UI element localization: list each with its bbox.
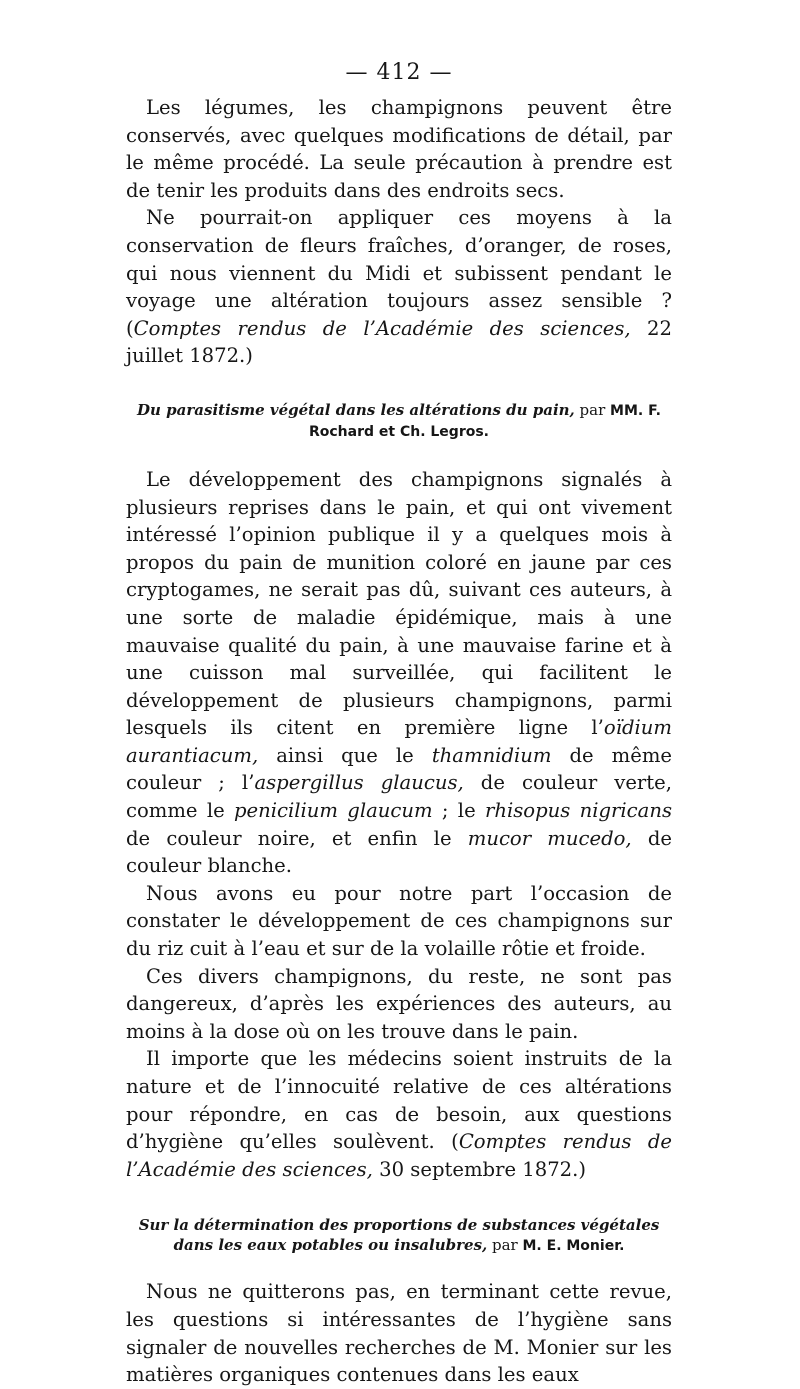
paragraph-flowers: Ne pourrait-on appliquer ces moyens à la conservation de fleurs fraîches, d’oranger, de roses, qui nous viennent du Midi et subissent pendant le voyage une altération toujours assez sensible ? (Comptes rendus de l’Académie des sciences, 22 juillet 1872.): [126, 206, 672, 368]
italic-run: rhisopus nigricans: [484, 799, 673, 823]
paragraph-monier: Nous ne quitterons pas, en terminant cette revue, les questions si intéressantes de l’hygiène sans signaler de nouvelles recherches de M. Monier sur les matières organiques contenues dans les eaux: [126, 1280, 672, 1387]
paragraph-dangers: Ces divers champignons, du reste, ne sont pas dangereux, d’après les expériences des auteurs, au moins à la dose où on les trouve dans le pain.: [126, 964, 672, 1043]
section-title-parasitisme: [126, 400, 672, 442]
paragraph-champignons: Le développement des champignons signalés à plusieurs reprises dans le pain, et qui ont vivement intéressé l’opinion publique il y a quelques mois à propos du pain de munition coloré en jaune par ces cryptogames, ne serait pas dû, suivant ces auteurs, à une sorte de maladie épidémique, mais à une mauvaise qualité du pain, à une mauvaise farine et à une cuisson mal surveillée, qui facilitent le développement de plusieurs champignons, parmi lesquels ils citent en première ligne l’oïdium aurantiacum, ainsi que le thamnidium de même couleur ; l’aspergillus glaucus, de couleur verte, comme le penicilium glaucum ; le rhisopus nigricans de couleur noire, et enfin le mucor mucedo, de couleur blanche.: [126, 467, 673, 878]
page-number: — 412 —: [345, 60, 453, 85]
paragraph-riz: Nous avons eu pour notre part l’occasion de constater le développement de ces champignons sur du riz cuit à l’eau et sur de la volaille rôtie et froide.: [126, 881, 672, 961]
italic-run: aspergillus glaucus,: [254, 771, 464, 795]
paragraph-medecins: Il importe que les médecins soient instruits de la nature et de l’innocuité relative de ces altérations pour répondre, en cas de besoin, aux questions d’hygiène qu’elles soulèvent. (Comptes rendus de l’Académie des sciences, 30 septembre 1872.): [126, 1047, 672, 1181]
section-title-by: par: [487, 1236, 523, 1255]
section-title-text: Du parasitisme végétal dans les altérations du pain,: [137, 400, 575, 419]
italic-run: oïdium aurantiacum,: [126, 716, 672, 767]
paragraph-vegetables: Les légumes, les champignons peuvent être conservés, avec quelques modifications de détail, par le même procédé. La seule précaution à prendre est de tenir les produits dans des endroits secs.: [126, 96, 672, 202]
section-title-authors: M. E. Monier.: [522, 1238, 625, 1255]
section-title-determination: [126, 1215, 672, 1256]
section-title-by: par: [574, 400, 611, 419]
book-page: [126, 58, 672, 1389]
italic-run: Comptes rendus de l’Académie des sciences,: [126, 1130, 672, 1181]
italic-run: Comptes rendus de l’Académie des sciences,: [133, 316, 631, 340]
section-title-text: Sur la détermination des proportions de substances végétales dans les eaux potables ou insalubres,: [138, 1216, 660, 1255]
italic-run: thamnidium: [431, 743, 552, 767]
italic-run: penicilium glaucum: [234, 799, 433, 823]
italic-run: mucor mucedo,: [467, 826, 632, 850]
section-title-authors: MM. F. Rochard et Ch. Legros.: [308, 402, 661, 440]
